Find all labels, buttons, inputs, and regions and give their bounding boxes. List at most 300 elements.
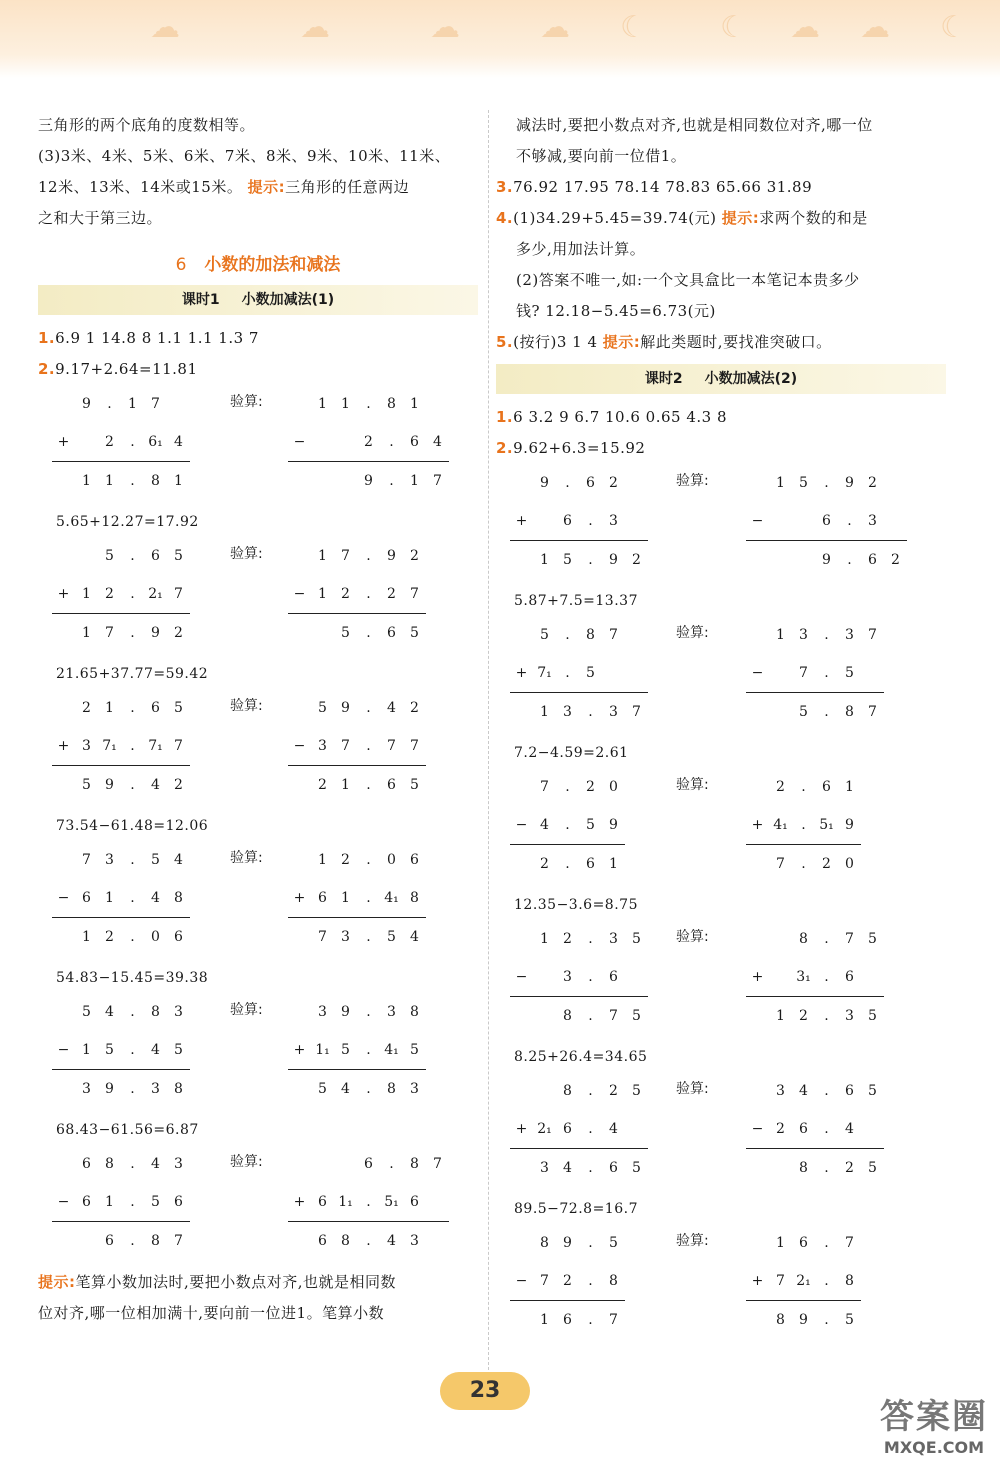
calc-digit: 3 — [151, 1081, 160, 1097]
calc-digit: 9 — [799, 1312, 808, 1328]
calc-digit: + — [57, 738, 70, 754]
calc-digit: . — [366, 700, 371, 716]
calc-digit: 5 — [82, 777, 91, 793]
calc-digit: 6 — [609, 1160, 618, 1176]
calc-digit: 1 — [341, 777, 350, 793]
calc-digit: 5 — [410, 1042, 419, 1058]
calc-row — [52, 841, 190, 879]
calc-digit: 7 — [868, 704, 877, 720]
calc-row — [510, 1301, 625, 1339]
calc-digit: − — [57, 1194, 70, 1210]
calc-digit: − — [515, 817, 528, 833]
calc-row — [746, 958, 884, 997]
calc-digit — [510, 1149, 533, 1187]
calc-digit: 3 — [410, 1081, 419, 1097]
calc-digit — [510, 616, 533, 654]
calc-digit: . — [588, 1160, 593, 1176]
verify-column — [288, 537, 426, 652]
calc-digit — [52, 689, 75, 727]
calc-digit: 7 — [609, 1312, 618, 1328]
calc-column — [510, 616, 648, 731]
calc-digit — [769, 958, 792, 996]
calc-digit — [288, 1222, 311, 1260]
calc-row — [510, 1149, 648, 1187]
calc-digit — [288, 841, 311, 879]
calc-digit — [311, 1145, 334, 1183]
calc-digit: 9 — [540, 475, 549, 491]
calc-row — [52, 575, 190, 614]
verify-column — [288, 841, 426, 956]
calc-digit: 3 — [82, 738, 91, 754]
calc-digit: 4 — [341, 1081, 350, 1097]
answer-line: 多少,用加法计算。 — [516, 240, 646, 258]
calc-digit: 4 — [563, 1160, 572, 1176]
calc-digit: 1 — [318, 852, 327, 868]
calc-row — [52, 1070, 190, 1108]
calc-digit: . — [130, 1233, 135, 1249]
calc-digit: . — [366, 777, 371, 793]
calc-digit: . — [824, 1235, 829, 1251]
calc-digit: 2 — [563, 931, 572, 947]
calc-digit: . — [130, 700, 135, 716]
calc-digit: 1 — [128, 396, 137, 412]
calc-row — [52, 1145, 190, 1183]
calc-digit: 9 — [845, 475, 854, 491]
calc-digit — [746, 693, 769, 731]
calc-digit: 2 — [586, 779, 595, 795]
calc-row — [52, 918, 190, 956]
calc-digit: 1 — [105, 473, 114, 489]
calc-digit: 4 — [151, 1156, 160, 1172]
calc-digit: . — [824, 969, 829, 985]
calc-digit: 1 — [540, 1312, 549, 1328]
calc-digit: 5 — [318, 1081, 327, 1097]
watermark-text: 答案圈 — [880, 1397, 988, 1437]
calc-digit: 8 — [410, 890, 419, 906]
calc-digit: 2 — [105, 434, 114, 450]
calc-digit: 9 — [822, 552, 831, 568]
calc-digit: 1 — [82, 625, 91, 641]
calc-digit: − — [515, 1273, 528, 1289]
calc-digit — [52, 1222, 75, 1260]
calc-digit: 7 — [433, 1156, 442, 1172]
calc-digit: . — [130, 890, 135, 906]
calc-digit: 3 — [82, 1081, 91, 1097]
answer-line: 钱? 12.18−5.45=6.73(元) — [516, 302, 716, 320]
calc-digit — [746, 768, 769, 806]
vertical-calculation — [496, 768, 946, 890]
calc-digit: . — [824, 1121, 829, 1137]
calc-digit: 1 — [318, 548, 327, 564]
calc-digit: 8 — [387, 1081, 396, 1097]
lesson-header: 课时1 小数加减法(1) — [38, 285, 478, 315]
equation-line: 8.25+26.4=34.65 — [514, 1049, 648, 1065]
calc-digit: 7 — [776, 1273, 785, 1289]
intro-line: (3)3米、4米、5米、6米、7米、8米、9米、10米、11米、 — [38, 147, 451, 165]
calc-digit: 3 — [609, 931, 618, 947]
calc-digit: 1 — [318, 586, 327, 602]
calc-digit — [533, 1072, 556, 1110]
calc-digit: . — [389, 434, 394, 450]
calc-digit: 5 — [341, 625, 350, 641]
calc-row — [52, 689, 190, 727]
calc-digit: 5 — [586, 665, 595, 681]
calc-digit: 1 — [845, 779, 854, 795]
calc-digit: + — [515, 665, 528, 681]
calc-row — [510, 845, 625, 883]
calc-digit: 8 — [776, 1312, 785, 1328]
calc-digit: 6 — [845, 969, 854, 985]
equation-line: 5.87+7.5=13.37 — [514, 593, 638, 609]
calc-digit: 9 — [151, 625, 160, 641]
calc-digit: 8 — [563, 1083, 572, 1099]
calc-digit: . — [824, 475, 829, 491]
cloud-icon: ☁ — [300, 10, 330, 45]
calc-digit: 5 — [632, 931, 641, 947]
column-divider — [488, 110, 489, 1370]
verify-label: 验算: — [230, 394, 263, 410]
calc-digit: 8 — [151, 473, 160, 489]
calc-digit: + — [293, 890, 306, 906]
calc-digit: 2 — [799, 1008, 808, 1024]
calc-digit: 2 — [410, 548, 419, 564]
calc-digit: 7 — [609, 1008, 618, 1024]
calc-digit: . — [366, 548, 371, 564]
calc-digit: 9 — [341, 1004, 350, 1020]
calc-digit — [52, 537, 75, 575]
verify-column — [746, 768, 861, 883]
calc-digit — [288, 614, 311, 652]
equation-line: 21.65+37.77=59.42 — [56, 666, 209, 682]
calc-digit: . — [130, 852, 135, 868]
calc-digit: 4 — [387, 1233, 396, 1249]
hint-label: 提示: — [602, 333, 641, 351]
calc-digit: 4 — [433, 434, 442, 450]
calc-digit: 1 — [776, 1008, 785, 1024]
calc-digit: 1 — [341, 890, 350, 906]
calc-digit: 7 — [174, 586, 183, 602]
verify-column — [288, 689, 426, 804]
calc-digit — [746, 616, 769, 654]
vertical-calculation — [38, 537, 478, 659]
calc-digit: . — [824, 665, 829, 681]
calc-digit: 6 — [82, 1156, 91, 1172]
calc-digit: 4 — [174, 434, 183, 450]
calc-row — [510, 464, 648, 502]
calc-digit: 3 — [341, 929, 350, 945]
calc-row — [510, 654, 648, 693]
calc-digit: 8 — [387, 396, 396, 412]
calc-digit: 1 — [776, 475, 785, 491]
calc-digit: 8 — [151, 1233, 160, 1249]
calc-digit: 2 — [410, 700, 419, 716]
calc-digit: 5 — [151, 1194, 160, 1210]
calc-digit: 8 — [609, 1273, 618, 1289]
calc-digit: 5 — [410, 777, 419, 793]
calc-digit — [52, 766, 75, 804]
calc-digit: 4 — [799, 1083, 808, 1099]
calc-digit: 2 — [318, 777, 327, 793]
calc-row — [746, 1149, 884, 1187]
calc-digit: 2 — [609, 475, 618, 491]
calc-row — [746, 1224, 861, 1262]
calc-digit: 2₁ — [796, 1273, 811, 1289]
calc-digit: + — [293, 1194, 306, 1210]
calc-digit: 6 — [318, 890, 327, 906]
calc-row — [746, 997, 884, 1035]
calc-digit: 8 — [540, 1235, 549, 1251]
verify-label: 验算: — [676, 1233, 709, 1249]
equation-line: 68.43−61.56=6.87 — [56, 1122, 199, 1138]
calc-row — [510, 806, 625, 845]
verify-label: 验算: — [676, 777, 709, 793]
calc-row — [288, 462, 449, 500]
calc-row — [52, 879, 190, 918]
calc-digit: 1 — [82, 473, 91, 489]
calc-digit: . — [366, 890, 371, 906]
calc-digit: . — [801, 779, 806, 795]
calc-row — [288, 1070, 426, 1108]
calc-row — [510, 502, 648, 541]
calc-row — [746, 464, 907, 502]
calc-digit — [746, 1149, 769, 1187]
left-column — [38, 110, 478, 1329]
calc-row — [288, 1145, 449, 1183]
calc-digit — [792, 541, 815, 579]
calc-digit — [52, 614, 75, 652]
calc-digit: 3 — [318, 1004, 327, 1020]
calc-digit: . — [130, 434, 135, 450]
calc-digit: . — [130, 1194, 135, 1210]
calc-digit — [52, 385, 75, 423]
calc-digit: 1 — [410, 473, 419, 489]
calc-row — [510, 1262, 625, 1301]
calc-digit: 3 — [868, 513, 877, 529]
calc-digit: . — [588, 1312, 593, 1328]
calc-row — [746, 920, 884, 958]
calc-digit: 2 — [868, 475, 877, 491]
calc-digit: 2 — [776, 779, 785, 795]
calc-digit — [288, 993, 311, 1031]
calc-digit — [52, 918, 75, 956]
calc-row — [510, 541, 648, 579]
calc-digit — [288, 385, 311, 423]
calc-column — [510, 920, 648, 1035]
calc-digit: 6 — [151, 700, 160, 716]
calc-digit: . — [389, 473, 394, 489]
calc-digit: 6 — [822, 779, 831, 795]
calc-digit: − — [57, 890, 70, 906]
calc-digit: 6 — [563, 1312, 572, 1328]
calc-row — [746, 845, 861, 883]
calc-digit: 7 — [632, 704, 641, 720]
calc-digit: 7 — [341, 548, 350, 564]
calc-digit: 2 — [540, 856, 549, 872]
calc-row — [52, 1222, 190, 1260]
calc-digit — [746, 464, 769, 502]
calc-digit: 5 — [845, 665, 854, 681]
calc-digit: 7₁ — [148, 738, 163, 754]
calc-digit: 7 — [410, 586, 419, 602]
calc-digit: 2 — [822, 856, 831, 872]
calc-digit: 0 — [151, 929, 160, 945]
calc-digit: 7 — [318, 929, 327, 945]
calc-digit: 5 — [868, 1160, 877, 1176]
verify-column — [288, 1145, 449, 1260]
calc-digit: 7 — [174, 738, 183, 754]
calc-digit: 1 — [82, 1042, 91, 1058]
calc-digit: 5 — [410, 625, 419, 641]
calc-digit — [769, 1149, 792, 1187]
calc-digit: 3₁ — [796, 969, 811, 985]
calc-digit: 8 — [151, 1004, 160, 1020]
calc-digit: 5 — [586, 817, 595, 833]
calc-digit — [746, 845, 769, 883]
calc-digit: . — [130, 586, 135, 602]
calc-digit: 5 — [174, 1042, 183, 1058]
calc-digit: 2₁ — [148, 586, 163, 602]
calc-digit: 7 — [609, 627, 618, 643]
calc-row — [288, 575, 426, 614]
calc-digit: + — [751, 817, 764, 833]
intro-line: 之和大于第三边。 — [38, 209, 163, 227]
vertical-calculation — [38, 993, 478, 1115]
calc-digit: 3 — [540, 1160, 549, 1176]
calc-digit: 8 — [799, 931, 808, 947]
calc-digit — [334, 1145, 357, 1183]
watermark-url: MXQE.COM — [883, 1438, 985, 1457]
calc-row — [510, 1224, 625, 1262]
calc-digit: . — [366, 852, 371, 868]
calc-row — [746, 1110, 884, 1149]
calc-column — [510, 1072, 648, 1187]
calc-digit — [510, 1301, 533, 1339]
calc-digit — [510, 997, 533, 1035]
calc-row — [52, 766, 190, 804]
calc-digit: 9 — [387, 548, 396, 564]
calc-row — [52, 462, 190, 500]
calc-digit — [311, 423, 334, 461]
calc-digit: 2₁ — [537, 1121, 552, 1137]
calc-row — [288, 537, 426, 575]
calc-digit: 5 — [387, 929, 396, 945]
calc-digit: . — [847, 513, 852, 529]
calc-digit: 1 — [82, 929, 91, 945]
calc-digit: 5 — [799, 704, 808, 720]
calc-digit: 1 — [776, 1235, 785, 1251]
calc-digit: 1₁ — [315, 1042, 330, 1058]
calc-digit: 5₁ — [819, 817, 834, 833]
calc-digit: 0 — [387, 852, 396, 868]
calc-digit: 3 — [174, 1004, 183, 1020]
tip-line: 位对齐,哪一位相加满十,要向前一位进1。笔算小数 — [38, 1304, 385, 1322]
calc-digit: . — [366, 1004, 371, 1020]
calc-column — [52, 841, 190, 956]
vertical-calculation — [38, 689, 478, 811]
calc-row — [52, 385, 190, 423]
calc-digit: . — [130, 625, 135, 641]
calc-digit — [288, 918, 311, 956]
calc-digit — [510, 693, 533, 731]
section-name: 小数的加法和减法 — [204, 255, 341, 275]
calc-digit — [510, 768, 533, 806]
calc-digit: 6 — [563, 513, 572, 529]
calc-digit: 4₁ — [384, 1042, 399, 1058]
calc-row — [52, 1031, 190, 1070]
calc-row — [510, 958, 648, 997]
calc-digit: . — [389, 1156, 394, 1172]
calc-digit: 4 — [609, 1121, 618, 1137]
calc-digit: − — [293, 586, 306, 602]
calc-row — [288, 614, 426, 652]
calc-digit: − — [515, 969, 528, 985]
calc-digit — [746, 997, 769, 1035]
calc-digit: 1 — [776, 627, 785, 643]
calc-digit: + — [57, 586, 70, 602]
calc-digit: − — [293, 738, 306, 754]
calc-digit: . — [366, 929, 371, 945]
calc-digit: 7₁ — [102, 738, 117, 754]
calc-row — [52, 727, 190, 766]
moon-icon: ☾ — [620, 10, 647, 45]
calc-digit: . — [824, 627, 829, 643]
calc-digit: 1 — [105, 1194, 114, 1210]
watermark-logo — [874, 1389, 994, 1457]
section-title — [38, 250, 478, 275]
calc-digit: 5 — [868, 1008, 877, 1024]
calc-digit: 4 — [105, 1004, 114, 1020]
calc-digit: 3 — [609, 704, 618, 720]
top-banner — [0, 0, 1000, 78]
calc-digit: 7 — [433, 473, 442, 489]
calc-digit: 2 — [632, 552, 641, 568]
calc-digit: 6 — [364, 1156, 373, 1172]
calc-digit: 5 — [632, 1008, 641, 1024]
calc-digit: 3 — [318, 738, 327, 754]
calc-row — [510, 616, 648, 654]
calc-row — [510, 693, 648, 731]
equation-line: 7.2−4.59=2.61 — [514, 745, 629, 761]
calc-digit: 2 — [174, 777, 183, 793]
calc-digit: . — [107, 396, 112, 412]
calc-digit: 1 — [410, 396, 419, 412]
calc-digit: 6 — [609, 969, 618, 985]
calc-column — [52, 537, 190, 652]
calc-digit: 2 — [845, 1160, 854, 1176]
calc-row — [746, 654, 884, 693]
calc-digit: . — [588, 1083, 593, 1099]
calc-digit: 9 — [82, 396, 91, 412]
answer-line: (2)答案不唯一,如:一个文具盒比一本笔记本贵多少 — [516, 271, 860, 289]
calc-digit: . — [588, 1273, 593, 1289]
calc-digit: 8 — [586, 627, 595, 643]
hint-label: 提示: — [247, 178, 286, 196]
calc-digit: 0 — [845, 856, 854, 872]
calc-digit: + — [751, 1273, 764, 1289]
calc-digit: 3 — [609, 513, 618, 529]
calc-digit — [75, 423, 98, 461]
calc-digit: 5 — [82, 1004, 91, 1020]
calc-digit: 6 — [822, 513, 831, 529]
vertical-calculation — [38, 841, 478, 963]
calc-digit: 6 — [586, 475, 595, 491]
calc-row — [746, 616, 884, 654]
calc-digit: 5 — [868, 1083, 877, 1099]
calc-digit — [746, 1301, 769, 1339]
calc-digit: 4 — [540, 817, 549, 833]
calc-digit: 1 — [82, 586, 91, 602]
calc-list — [38, 385, 478, 1267]
